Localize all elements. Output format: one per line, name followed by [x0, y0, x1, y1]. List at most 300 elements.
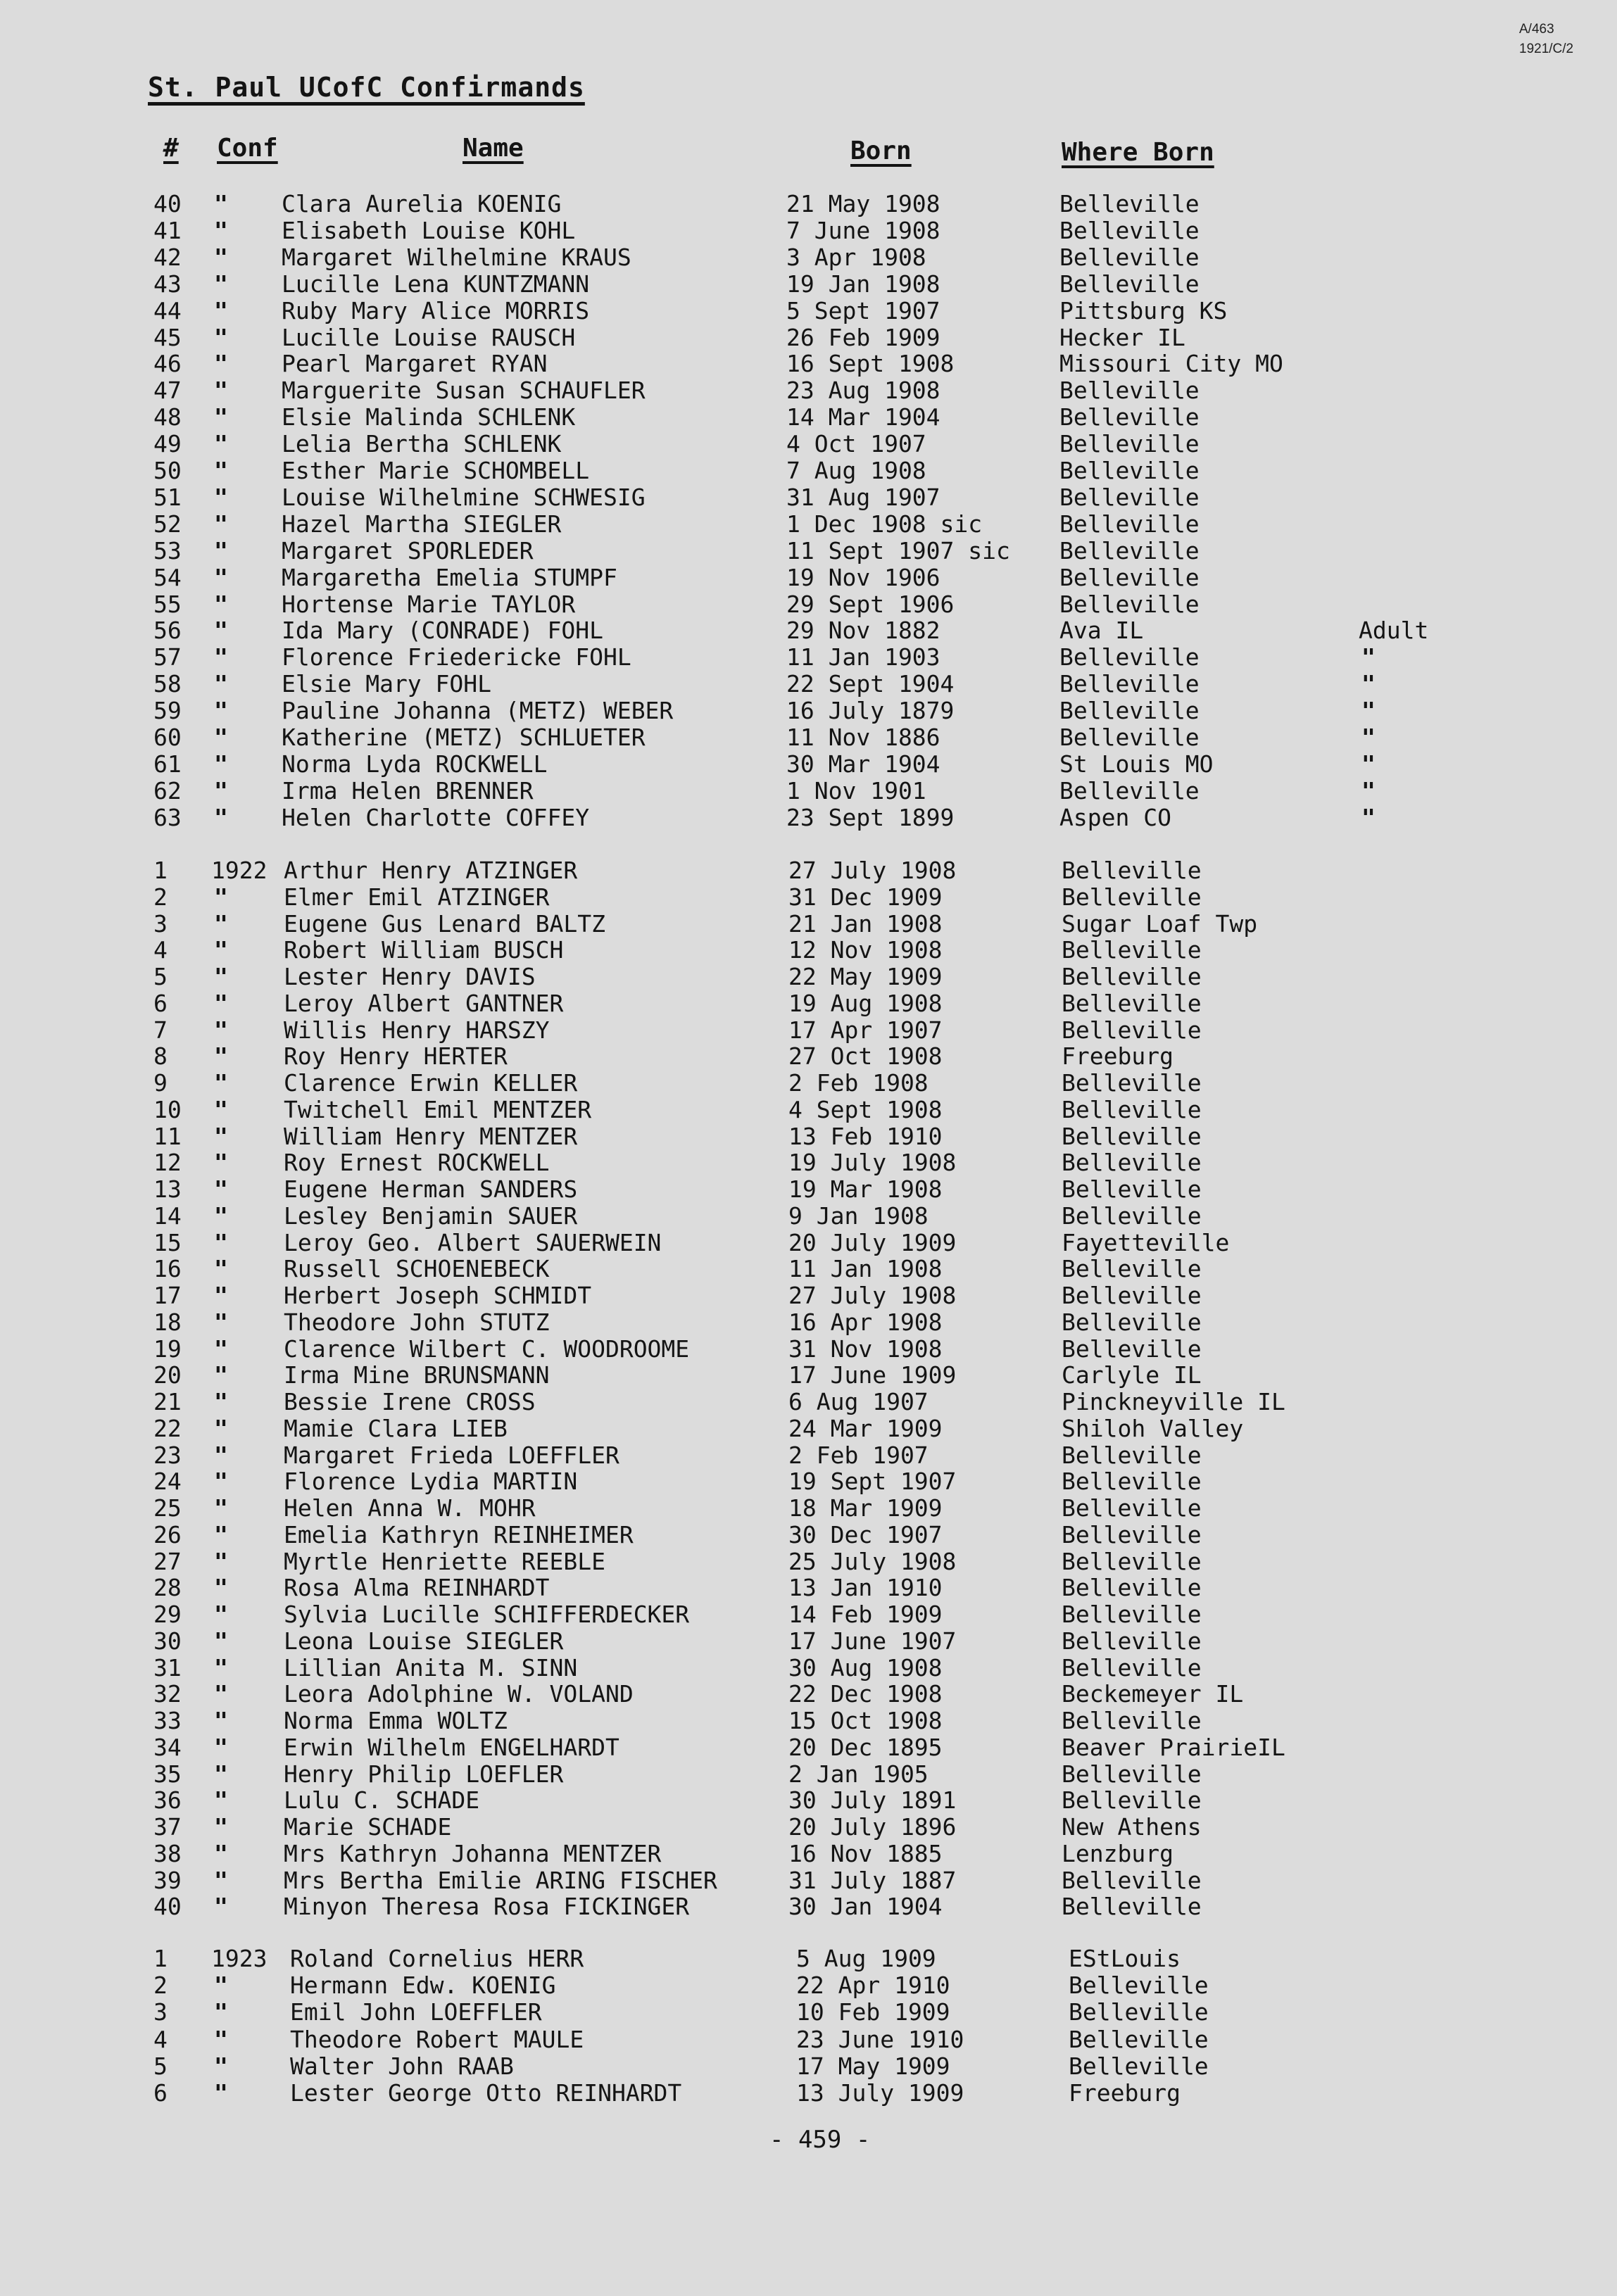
entry-number: 58 — [153, 670, 182, 698]
confirmation-year: " — [214, 270, 228, 298]
birthplace: Belleville — [1062, 1016, 1202, 1044]
table-row — [0, 1575, 1617, 1601]
confirmation-year: " — [214, 1255, 228, 1283]
birthplace: Beaver PrairieIL — [1062, 1733, 1285, 1761]
birthplace: Belleville — [1062, 883, 1202, 911]
confirmand-name: Theodore Robert MAULE — [290, 2025, 584, 2053]
entry-number: 2 — [153, 1972, 168, 2000]
confirmand-name: Helen Anna W. MOHR — [284, 1494, 536, 1522]
entry-number: 51 — [153, 483, 182, 511]
birthplace: Shiloh Valley — [1062, 1414, 1244, 1442]
confirmation-year: " — [214, 1627, 228, 1655]
confirmation-year: " — [214, 1069, 228, 1097]
birthplace: Belleville — [1059, 190, 1200, 217]
confirmation-year: " — [214, 590, 228, 618]
table-row — [0, 751, 1617, 778]
table-row — [0, 1708, 1617, 1734]
confirmand-name: Lelia Bertha SCHLENK — [282, 430, 562, 458]
entry-number: 7 — [153, 1016, 168, 1044]
confirmand-name: Theodore John STUTZ — [284, 1308, 550, 1336]
confirmand-name: Russell SCHOENEBECK — [284, 1255, 550, 1283]
confirmation-year: " — [214, 963, 228, 990]
birthplace: Belleville — [1069, 1972, 1209, 2000]
confirmation-year: " — [214, 1893, 228, 1921]
note: " — [1361, 697, 1376, 725]
confirmand-name: Lulu C. SCHADE — [284, 1786, 480, 1815]
table-row — [0, 1415, 1617, 1442]
entry-number: 3 — [153, 1998, 168, 2026]
birth-date: 30 Mar 1904 — [786, 750, 940, 778]
birth-date: 19 Aug 1908 — [788, 989, 943, 1017]
table-row — [0, 1149, 1617, 1176]
table-row — [0, 857, 1617, 884]
birthplace: Belleville — [1062, 989, 1202, 1017]
table-row — [0, 1548, 1617, 1575]
birth-date: 13 July 1909 — [796, 2079, 964, 2107]
note: " — [1361, 643, 1376, 671]
birth-date: 13 Feb 1910 — [788, 1122, 943, 1150]
confirmand-name: Lucille Louise RAUSCH — [282, 323, 576, 351]
birthplace: Belleville — [1059, 270, 1200, 298]
entry-number: 1 — [153, 1945, 168, 1972]
table-row — [0, 911, 1617, 938]
birthplace: Belleville — [1062, 1095, 1202, 1123]
table-row — [0, 1893, 1617, 1920]
birth-date: 19 Mar 1908 — [788, 1175, 943, 1203]
confirmation-year: " — [214, 1201, 228, 1230]
table-row — [0, 2080, 1617, 2107]
confirmand-name: Erwin Wilhelm ENGELHARDT — [284, 1733, 619, 1761]
entry-number: 15 — [153, 1228, 182, 1256]
birthplace: Freeburg — [1069, 2079, 1181, 2107]
table-row — [0, 698, 1617, 724]
confirmand-name: Esther Marie SCHOMBELL — [282, 457, 590, 484]
confirmation-year: " — [214, 1042, 228, 1071]
confirmation-year: " — [214, 670, 228, 698]
birthplace: Belleville — [1062, 963, 1202, 990]
confirmation-year: " — [214, 2052, 228, 2080]
note: " — [1361, 803, 1376, 831]
confirmation-year: " — [214, 1653, 228, 1682]
confirmation-year: " — [214, 190, 228, 217]
birth-date: 5 Sept 1907 — [786, 296, 940, 324]
birth-date: 22 Sept 1904 — [786, 670, 955, 698]
entry-number: 44 — [153, 296, 182, 324]
table-row — [0, 1389, 1617, 1415]
table-row — [0, 1309, 1617, 1336]
birthplace: Aspen CO — [1059, 803, 1171, 831]
entry-number: 18 — [153, 1308, 182, 1336]
birth-date: 11 Jan 1903 — [786, 643, 940, 671]
table-row — [0, 990, 1617, 1017]
confirmand-name: Norma Lyda ROCKWELL — [282, 750, 548, 778]
confirmation-year: " — [214, 1282, 228, 1309]
table-row — [0, 617, 1617, 644]
birthplace: Belleville — [1059, 483, 1200, 511]
entry-number: 11 — [153, 1122, 182, 1150]
birth-date: 27 Oct 1908 — [788, 1042, 943, 1071]
entry-number: 16 — [153, 1255, 182, 1283]
table-row — [0, 1628, 1617, 1655]
confirmand-name: Roland Cornelius HERR — [290, 1945, 584, 1972]
table-row — [0, 2026, 1617, 2053]
confirmand-name: Mamie Clara LIEB — [284, 1414, 508, 1442]
table-row — [0, 1442, 1617, 1469]
birthplace: Fayetteville — [1062, 1228, 1230, 1256]
birth-date: 31 Dec 1909 — [788, 883, 943, 911]
table-row — [0, 1203, 1617, 1230]
confirmation-year: " — [214, 323, 228, 351]
confirmand-name: Florence Friedericke FOHL — [282, 643, 631, 671]
entry-number: 12 — [153, 1149, 182, 1177]
confirmand-name: Minyon Theresa Rosa FICKINGER — [284, 1893, 690, 1921]
birth-date: 31 July 1887 — [788, 1866, 957, 1894]
confirmation-year: " — [214, 776, 228, 805]
table-row — [0, 404, 1617, 431]
birth-date: 18 Mar 1909 — [788, 1494, 943, 1522]
entry-number: 54 — [153, 563, 182, 591]
entry-number: 29 — [153, 1601, 182, 1628]
birthplace: Belleville — [1062, 857, 1202, 884]
entry-number: 3 — [153, 909, 168, 938]
confirmation-year: " — [214, 457, 228, 484]
birthplace: Belleville — [1062, 1760, 1202, 1788]
confirmation-year: " — [214, 697, 228, 725]
birth-date: 30 Jan 1904 — [788, 1893, 943, 1921]
header-number: # — [163, 134, 179, 163]
table-row — [0, 431, 1617, 458]
confirmation-year: 1923 — [211, 1945, 268, 1972]
birth-date: 16 Sept 1908 — [786, 350, 955, 378]
confirmand-name: Twitchell Emil MENTZER — [284, 1095, 592, 1123]
confirmation-year: " — [214, 1707, 228, 1734]
entry-number: 32 — [153, 1680, 182, 1708]
table-row — [0, 1256, 1617, 1282]
confirmand-name: Herbert Joseph SCHMIDT — [284, 1282, 592, 1309]
confirmand-name: Louise Wilhelmine SCHWESIG — [282, 483, 646, 511]
header-where-born: Where Born — [1062, 138, 1214, 167]
birthplace: Freeburg — [1062, 1042, 1174, 1071]
confirmation-year: " — [214, 1866, 228, 1894]
confirmand-name: Ruby Mary Alice MORRIS — [282, 296, 590, 324]
confirmand-name: Helen Charlotte COFFEY — [282, 803, 590, 831]
entry-number: 27 — [153, 1547, 182, 1575]
confirmand-name: Hortense Marie TAYLOR — [282, 590, 576, 618]
birthplace: Belleville — [1062, 1520, 1202, 1548]
birth-date: 2 Feb 1907 — [788, 1441, 929, 1469]
confirmand-name: Margaret SPORLEDER — [282, 536, 534, 564]
confirmation-year: " — [214, 1972, 228, 2000]
confirmand-name: Myrtle Henriette REEBLE — [284, 1547, 605, 1575]
confirmand-name: Hazel Martha SIEGLER — [282, 510, 562, 538]
entry-number: 41 — [153, 216, 182, 244]
confirmand-name: Leroy Albert GANTNER — [284, 989, 564, 1017]
confirmand-name: Rosa Alma REINHARDT — [284, 1574, 550, 1602]
birth-date: 11 Jan 1908 — [788, 1255, 943, 1283]
table-row — [0, 1017, 1617, 1044]
confirmation-year: " — [214, 243, 228, 271]
birthplace: Ava IL — [1059, 617, 1144, 645]
birth-date: 17 May 1909 — [796, 2052, 950, 2080]
birthplace: Belleville — [1062, 1866, 1202, 1894]
birth-date: 5 Aug 1909 — [796, 1945, 936, 1972]
confirmation-year: " — [214, 1335, 228, 1363]
entry-number: 19 — [153, 1335, 182, 1363]
birth-date: 20 July 1896 — [788, 1813, 957, 1841]
entry-number: 25 — [153, 1494, 182, 1522]
confirmation-year: " — [214, 2025, 228, 2053]
confirmand-name: Elsie Mary FOHL — [282, 670, 492, 698]
table-row — [0, 1522, 1617, 1548]
table-row — [0, 351, 1617, 377]
confirmation-year: " — [214, 1441, 228, 1469]
confirmation-year: " — [214, 617, 228, 645]
entry-number: 21 — [153, 1388, 182, 1415]
confirmation-year: " — [214, 1414, 228, 1442]
table-row — [0, 377, 1617, 404]
birthplace: Belleville — [1062, 1308, 1202, 1336]
birthplace: Pittsburg KS — [1059, 296, 1228, 324]
birthplace: Belleville — [1059, 403, 1200, 431]
birth-date: 17 June 1907 — [788, 1627, 957, 1655]
birth-date: 19 July 1908 — [788, 1149, 957, 1177]
confirmand-name: Emelia Kathryn REINHEIMER — [284, 1520, 634, 1548]
birthplace: Belleville — [1062, 1149, 1202, 1177]
birthplace: Missouri City MO — [1059, 350, 1283, 378]
entry-number: 40 — [153, 1893, 182, 1921]
birth-date: 17 June 1909 — [788, 1361, 957, 1389]
entry-number: 23 — [153, 1441, 182, 1469]
table-row — [0, 538, 1617, 564]
confirmation-year: " — [214, 1733, 228, 1761]
birthplace: Belleville — [1062, 1122, 1202, 1150]
confirmation-year: " — [214, 296, 228, 324]
birthplace: Belleville — [1059, 377, 1200, 405]
birthplace: Belleville — [1062, 1494, 1202, 1522]
entry-number: 20 — [153, 1361, 182, 1389]
birth-date: 22 Apr 1910 — [796, 1972, 950, 2000]
birthplace: Belleville — [1062, 1441, 1202, 1469]
entry-number: 22 — [153, 1414, 182, 1442]
entry-number: 59 — [153, 697, 182, 725]
entry-number: 6 — [153, 989, 168, 1017]
confirmation-year: " — [214, 1813, 228, 1841]
confirmation-year: " — [214, 1998, 228, 2026]
confirmation-year: " — [214, 1468, 228, 1496]
birthplace: Lenzburg — [1062, 1839, 1174, 1867]
birth-date: 31 Nov 1908 — [788, 1335, 943, 1363]
birth-date: 27 July 1908 — [788, 857, 957, 884]
confirmation-year: " — [214, 803, 228, 831]
birth-date: 12 Nov 1908 — [788, 936, 943, 964]
table-row — [0, 1043, 1617, 1070]
entry-number: 9 — [153, 1069, 168, 1097]
table-row — [0, 1495, 1617, 1522]
birthplace: Belleville — [1059, 670, 1200, 698]
confirmation-year: " — [214, 1520, 228, 1548]
birth-date: 23 Sept 1899 — [786, 803, 955, 831]
confirmand-name: Pearl Margaret RYAN — [282, 350, 548, 378]
birthplace: Belleville — [1059, 536, 1200, 564]
birthplace: Belleville — [1062, 1893, 1202, 1921]
entry-number: 45 — [153, 323, 182, 351]
table-row — [0, 271, 1617, 298]
birthplace: Belleville — [1059, 216, 1200, 244]
birth-date: 19 Nov 1906 — [786, 563, 940, 591]
confirmand-name: Marguerite Susan SCHAUFLER — [282, 377, 646, 405]
birthplace: Belleville — [1059, 724, 1200, 751]
birth-date: 23 June 1910 — [796, 2025, 964, 2053]
birthplace: Belleville — [1062, 1335, 1202, 1363]
table-row — [0, 644, 1617, 671]
confirmation-year: " — [214, 350, 228, 378]
birth-date: 20 July 1909 — [788, 1228, 957, 1256]
confirmation-year: " — [214, 2079, 228, 2107]
birthplace: New Athens — [1062, 1813, 1202, 1841]
table-row — [0, 564, 1617, 591]
entry-number: 46 — [153, 350, 182, 378]
confirmation-year: " — [214, 1574, 228, 1602]
birthplace: Belleville — [1059, 643, 1200, 671]
confirmation-year: " — [214, 1494, 228, 1522]
birth-date: 7 Aug 1908 — [786, 457, 926, 484]
birth-date: 17 Apr 1907 — [788, 1016, 943, 1044]
birth-date: 1 Dec 1908 sic — [786, 510, 983, 538]
birth-date: 10 Feb 1909 — [796, 1998, 950, 2026]
confirmand-name: Roy Henry HERTER — [284, 1042, 508, 1071]
birthplace: Belleville — [1062, 1707, 1202, 1734]
confirmation-year: " — [214, 1122, 228, 1150]
birthplace: Belleville — [1059, 510, 1200, 538]
table-row — [0, 1945, 1617, 1972]
birth-date: 2 Jan 1905 — [788, 1760, 929, 1788]
confirmation-year: " — [214, 643, 228, 671]
birth-date: 1 Nov 1901 — [786, 776, 926, 805]
birthplace: Belleville — [1062, 1175, 1202, 1203]
table-row — [0, 217, 1617, 244]
entry-number: 2 — [153, 883, 168, 911]
table-row — [0, 591, 1617, 618]
birthplace: Belleville — [1062, 1255, 1202, 1283]
entry-number: 14 — [153, 1201, 182, 1230]
table-row — [0, 671, 1617, 698]
entry-number: 60 — [153, 724, 182, 751]
confirmand-name: Lillian Anita M. SINN — [284, 1653, 578, 1682]
entry-number: 26 — [153, 1520, 182, 1548]
entry-number: 62 — [153, 776, 182, 805]
confirmand-name: Clarence Wilbert C. WOODROOME — [284, 1335, 690, 1363]
table-row — [0, 1336, 1617, 1363]
birth-date: 14 Mar 1904 — [786, 403, 940, 431]
table-row — [0, 324, 1617, 351]
confirmand-name: Irma Helen BRENNER — [282, 776, 534, 805]
entry-number: 28 — [153, 1574, 182, 1602]
birth-date: 22 Dec 1908 — [788, 1680, 943, 1708]
confirmation-year: " — [214, 1228, 228, 1256]
table-row — [0, 1999, 1617, 2026]
entry-number: 61 — [153, 750, 182, 778]
birthplace: Belleville — [1059, 776, 1200, 805]
confirmation-year: " — [214, 989, 228, 1017]
confirmand-name: Pauline Johanna (METZ) WEBER — [282, 697, 674, 725]
birth-date: 20 Dec 1895 — [788, 1733, 943, 1761]
confirmand-name: Henry Philip LOEFLER — [284, 1760, 564, 1788]
birthplace: Carlyle IL — [1062, 1361, 1202, 1389]
table-row — [0, 1734, 1617, 1761]
table-row — [0, 191, 1617, 217]
confirmand-name: Walter John RAAB — [290, 2052, 514, 2080]
entry-number: 42 — [153, 243, 182, 271]
birth-date: 11 Nov 1886 — [786, 724, 940, 751]
table-row — [0, 1787, 1617, 1814]
birthplace: Belleville — [1059, 457, 1200, 484]
confirmand-name: Clara Aurelia KOENIG — [282, 190, 562, 217]
confirmation-year: " — [214, 510, 228, 538]
birth-date: 30 Aug 1908 — [788, 1653, 943, 1682]
entry-number: 5 — [153, 963, 168, 990]
entry-number: 55 — [153, 590, 182, 618]
entry-number: 31 — [153, 1653, 182, 1682]
confirmand-name: Irma Mine BRUNSMANN — [284, 1361, 550, 1389]
entry-number: 30 — [153, 1627, 182, 1655]
entry-number: 8 — [153, 1042, 168, 1071]
confirmand-name: Marie SCHADE — [284, 1813, 452, 1841]
confirmand-name: Emil John LOEFFLER — [290, 1998, 542, 2026]
birth-date: 21 May 1908 — [786, 190, 940, 217]
confirmand-name: Norma Emma WOLTZ — [284, 1707, 508, 1734]
birthplace: Belleville — [1062, 1601, 1202, 1628]
entry-number: 43 — [153, 270, 182, 298]
note: Adult — [1359, 617, 1429, 645]
birthplace: Belleville — [1062, 1282, 1202, 1309]
entry-number: 63 — [153, 803, 182, 831]
birth-date: 15 Oct 1908 — [788, 1707, 943, 1734]
birthplace: Belleville — [1062, 1627, 1202, 1655]
table-row — [0, 1123, 1617, 1150]
birthplace: Hecker IL — [1059, 323, 1185, 351]
birthplace: Belleville — [1059, 243, 1200, 271]
confirmand-name: Mrs Kathryn Johanna MENTZER — [284, 1839, 662, 1867]
confirmation-year: " — [214, 1016, 228, 1044]
table-row — [0, 724, 1617, 751]
entry-number: 6 — [153, 2079, 168, 2107]
confirmand-name: Lester George Otto REINHARDT — [290, 2079, 682, 2107]
entry-number: 10 — [153, 1095, 182, 1123]
birthplace: Belleville — [1059, 697, 1200, 725]
table-row — [0, 298, 1617, 324]
birth-date: 19 Sept 1907 — [788, 1468, 957, 1496]
confirmand-name: Arthur Henry ATZINGER — [284, 857, 578, 884]
birthplace: Belleville — [1069, 2025, 1209, 2053]
table-row — [0, 484, 1617, 511]
confirmation-year: " — [214, 909, 228, 938]
document-title: St. Paul UCofC Confirmands — [148, 72, 585, 103]
confirmation-year: " — [214, 1175, 228, 1203]
birthplace: Belleville — [1059, 563, 1200, 591]
entry-number: 39 — [153, 1866, 182, 1894]
table-row — [0, 458, 1617, 484]
confirmand-name: Margaret Wilhelmine KRAUS — [282, 243, 631, 271]
birth-date: 4 Sept 1908 — [788, 1095, 943, 1123]
entry-number: 57 — [153, 643, 182, 671]
confirmation-year: " — [214, 1095, 228, 1123]
confirmation-year: " — [214, 403, 228, 431]
table-row — [0, 884, 1617, 911]
confirmand-name: Lucille Lena KUNTZMANN — [282, 270, 590, 298]
birth-date: 11 Sept 1907 sic — [786, 536, 1010, 564]
confirmand-name: Willis Henry HARSZY — [284, 1016, 550, 1044]
birth-date: 16 July 1879 — [786, 697, 955, 725]
